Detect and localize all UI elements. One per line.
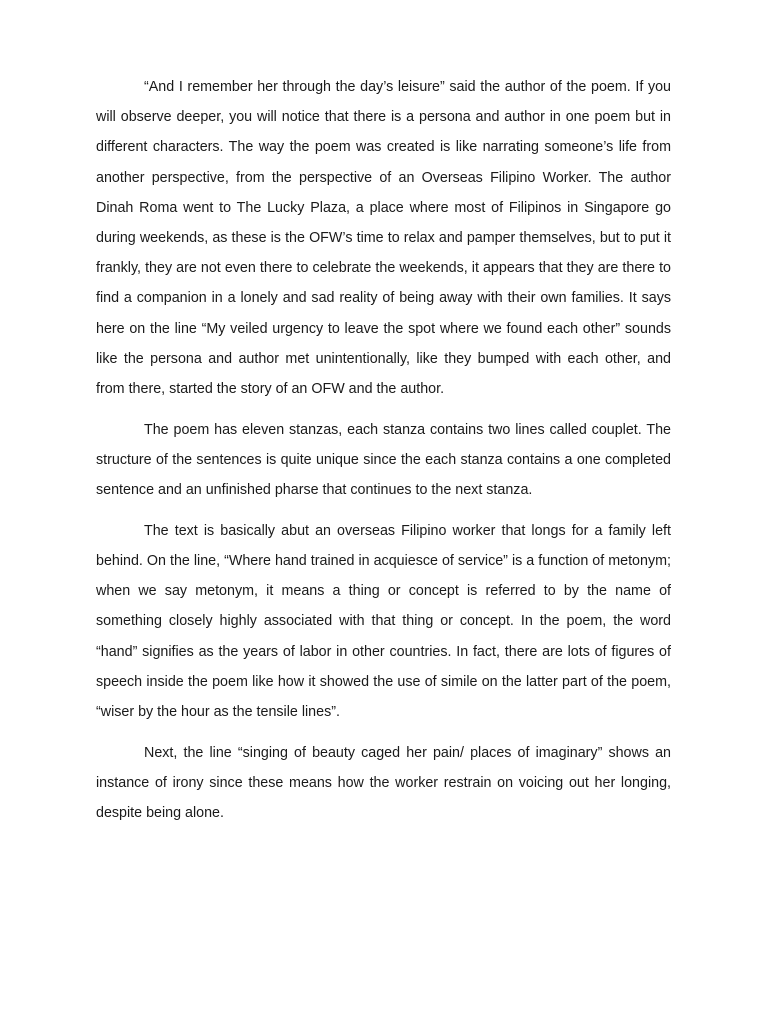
paragraph-3: The text is basically abut an overseas Filipino worker that longs for a family left behind. On the line, “Where hand trained in acquiesce of service” is a function of metonym; when we say metonym, it means a thing or concept is referred to by the name of something closely highly associated with that thing or concept. In the poem, the word “hand” signifies as the years of labor in other countries. In fact, there are lots of figures of speech inside the poem like how it showed the use of simile on the latter part of the poem, “wiser by the hour as the tensile lines”.	[96, 522, 671, 721]
paragraph-4: Next, the line “singing of beauty caged her pain/ places of imaginary” shows an instance of irony since these means how the worker restrain on voicing out her longing, despite being alone.	[96, 744, 671, 822]
paragraph-2: The poem has eleven stanzas, each stanza contains two lines called couplet. The structure of the sentences is quite unique since the each stanza contains a one completed sentence and an unfinished pharse that continues to the next stanza.	[96, 421, 671, 499]
document-body	[96, 72, 671, 839]
paragraph-1: “And I remember her through the day’s leisure” said the author of the poem. If you will observe deeper, you will notice that there is a persona and author in one poem but in different characters. The way the poem was created is like narrating someone’s life from another perspective, from the perspective of an Overseas Filipino Worker. The author Dinah Roma went to The Lucky Plaza, a place where most of Filipinos in Singapore go during weekends, as these is the OFW’s time to relax and pamper themselves, but to put it frankly, they are not even there to celebrate the weekends, it appears that they are there to find a companion in a lonely and sad reality of being away with their own families. It says here on the line “My veiled urgency to leave the spot where we found each other” sounds like the persona and author met unintentionally, like they bumped with each other, and from there, started the story of an OFW and the author.	[96, 79, 671, 398]
